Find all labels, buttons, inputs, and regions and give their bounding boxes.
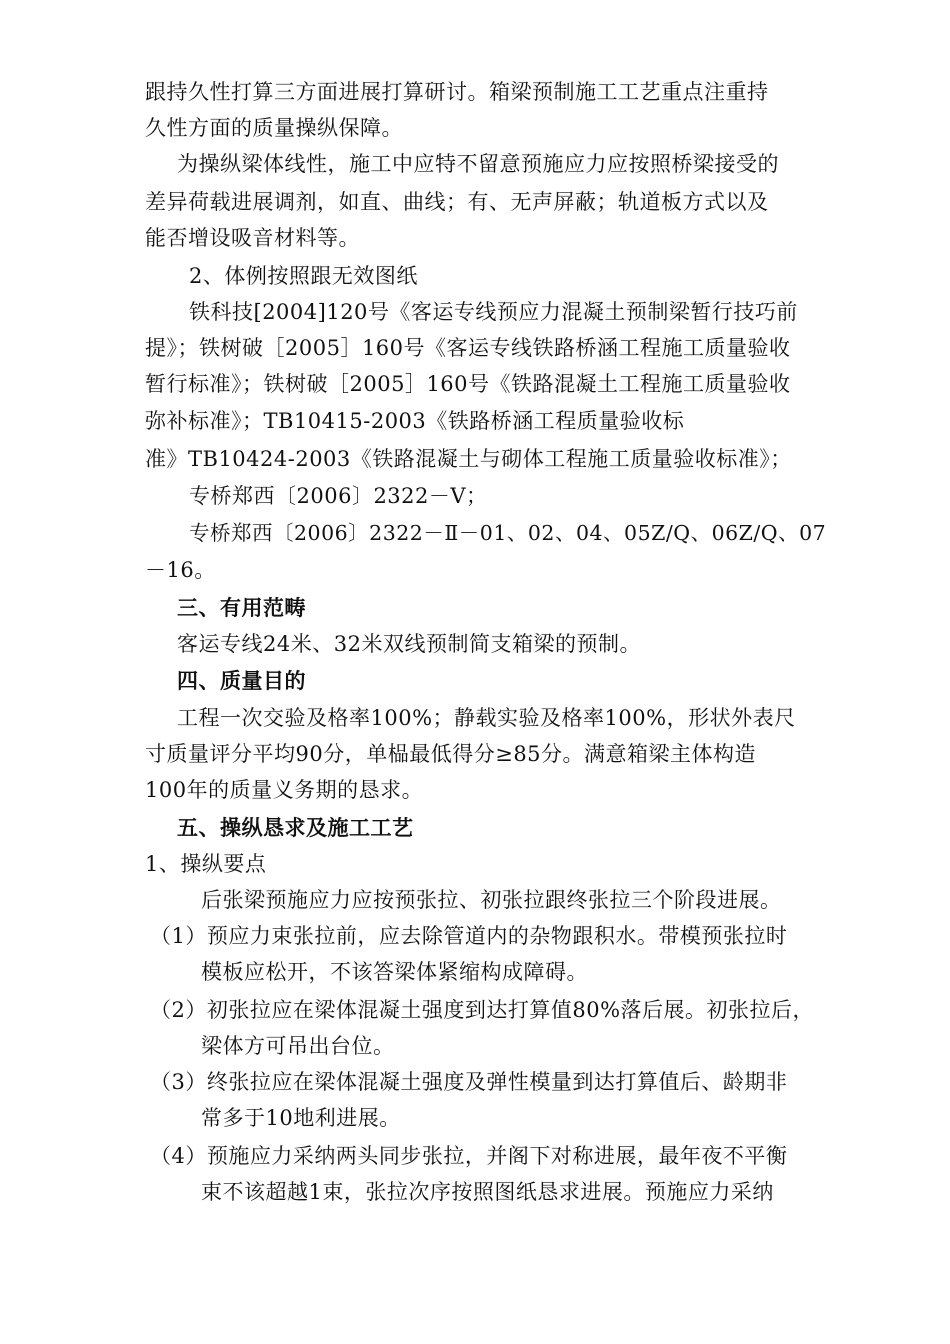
list-item-line: （4）预施应力采纳两头同步张拉，并阁下对称进展，最年夜不平衡 — [150, 1144, 788, 1168]
body-text-line: 准》TB10424-2003《铁路混凝土与砌体工程施工质量验收标准》； — [145, 447, 792, 471]
body-text-line: 工程一次交验及格率100%；静载实验及格率100%，形状外表尺 — [177, 706, 796, 730]
body-text-line: 100年的质量义务期的恳求。 — [145, 778, 424, 802]
section-heading: 五、操纵恳求及施工工艺 — [177, 815, 414, 840]
section-heading: 三、有用范畴 — [177, 595, 306, 620]
section-subheading: 1、操纵要点 — [145, 852, 267, 876]
body-text-line: 差异荷载进展调剂，如直、曲线；有、无声屏蔽；轨道板方式以及 — [145, 190, 769, 214]
body-text-line: 铁科技[2004]120号《客运专线预应力混凝土预制梁暂行技巧前 — [189, 300, 798, 324]
body-text-line: 专桥郑西〔2006〕2322－Ⅴ； — [189, 484, 488, 508]
body-text-line: 寸质量评分平均90分，单榀最低得分≥85分。满意箱梁主体构造 — [145, 742, 757, 766]
body-text-line: 客运专线24米、32米双线预制简支箱梁的预制。 — [177, 632, 641, 656]
section-heading: 四、质量目的 — [177, 668, 306, 693]
list-item-line: 常多于10地利进展。 — [201, 1106, 401, 1130]
body-text-line: 专桥郑西〔2006〕2322－Ⅱ－01、02、04、05Z/Q、06Z/Q、07 — [189, 521, 827, 545]
body-text-line: 久性方面的质量操纵保障。 — [145, 116, 403, 140]
body-text-line: －16。 — [145, 558, 216, 582]
list-item-line: 梁体方可吊出台位。 — [201, 1034, 395, 1058]
list-item-line: （1）预应力束张拉前，应去除管道内的杂物跟积水。带模预张拉时 — [150, 924, 788, 948]
body-text-line: 暂行标准》；铁树破［2005］160号《铁路混凝土工程施工质量验收 — [145, 372, 791, 396]
list-item-line: 束不该超越1束，张拉次序按照图纸恳求进展。预施应力采纳 — [201, 1180, 774, 1204]
body-text-line: 能否增设吸音材料等。 — [145, 226, 360, 250]
section-subheading: 2、体例按照跟无效图纸 — [189, 264, 418, 288]
list-item-line: 模板应松开，不该答梁体紧缩构成障碍。 — [201, 960, 588, 984]
body-text-line: 后张梁预施应力应按预张拉、初张拉跟终张拉三个阶段进展。 — [201, 888, 782, 912]
body-text-line: 跟持久性打算三方面进展打算研讨。箱梁预制施工工艺重点注重持 — [145, 80, 769, 104]
body-text-line: 提》；铁树破［2005］160号《客运专线铁路桥涵工程施工质量验收 — [145, 336, 791, 360]
list-item-line: （2）初张拉应在梁体混凝土强度到达打算值80%落后展。初张拉后， — [150, 998, 815, 1022]
body-text-line: 为操纵梁体线性，施工中应特不留意预施应力应按照桥梁接受的 — [177, 152, 779, 176]
body-text-line: 弥补标准》；TB10415-2003《铁路桥涵工程质量验收标 — [145, 409, 685, 433]
list-item-line: （3）终张拉应在梁体混凝土强度及弹性模量到达打算值后、龄期非 — [150, 1070, 788, 1094]
